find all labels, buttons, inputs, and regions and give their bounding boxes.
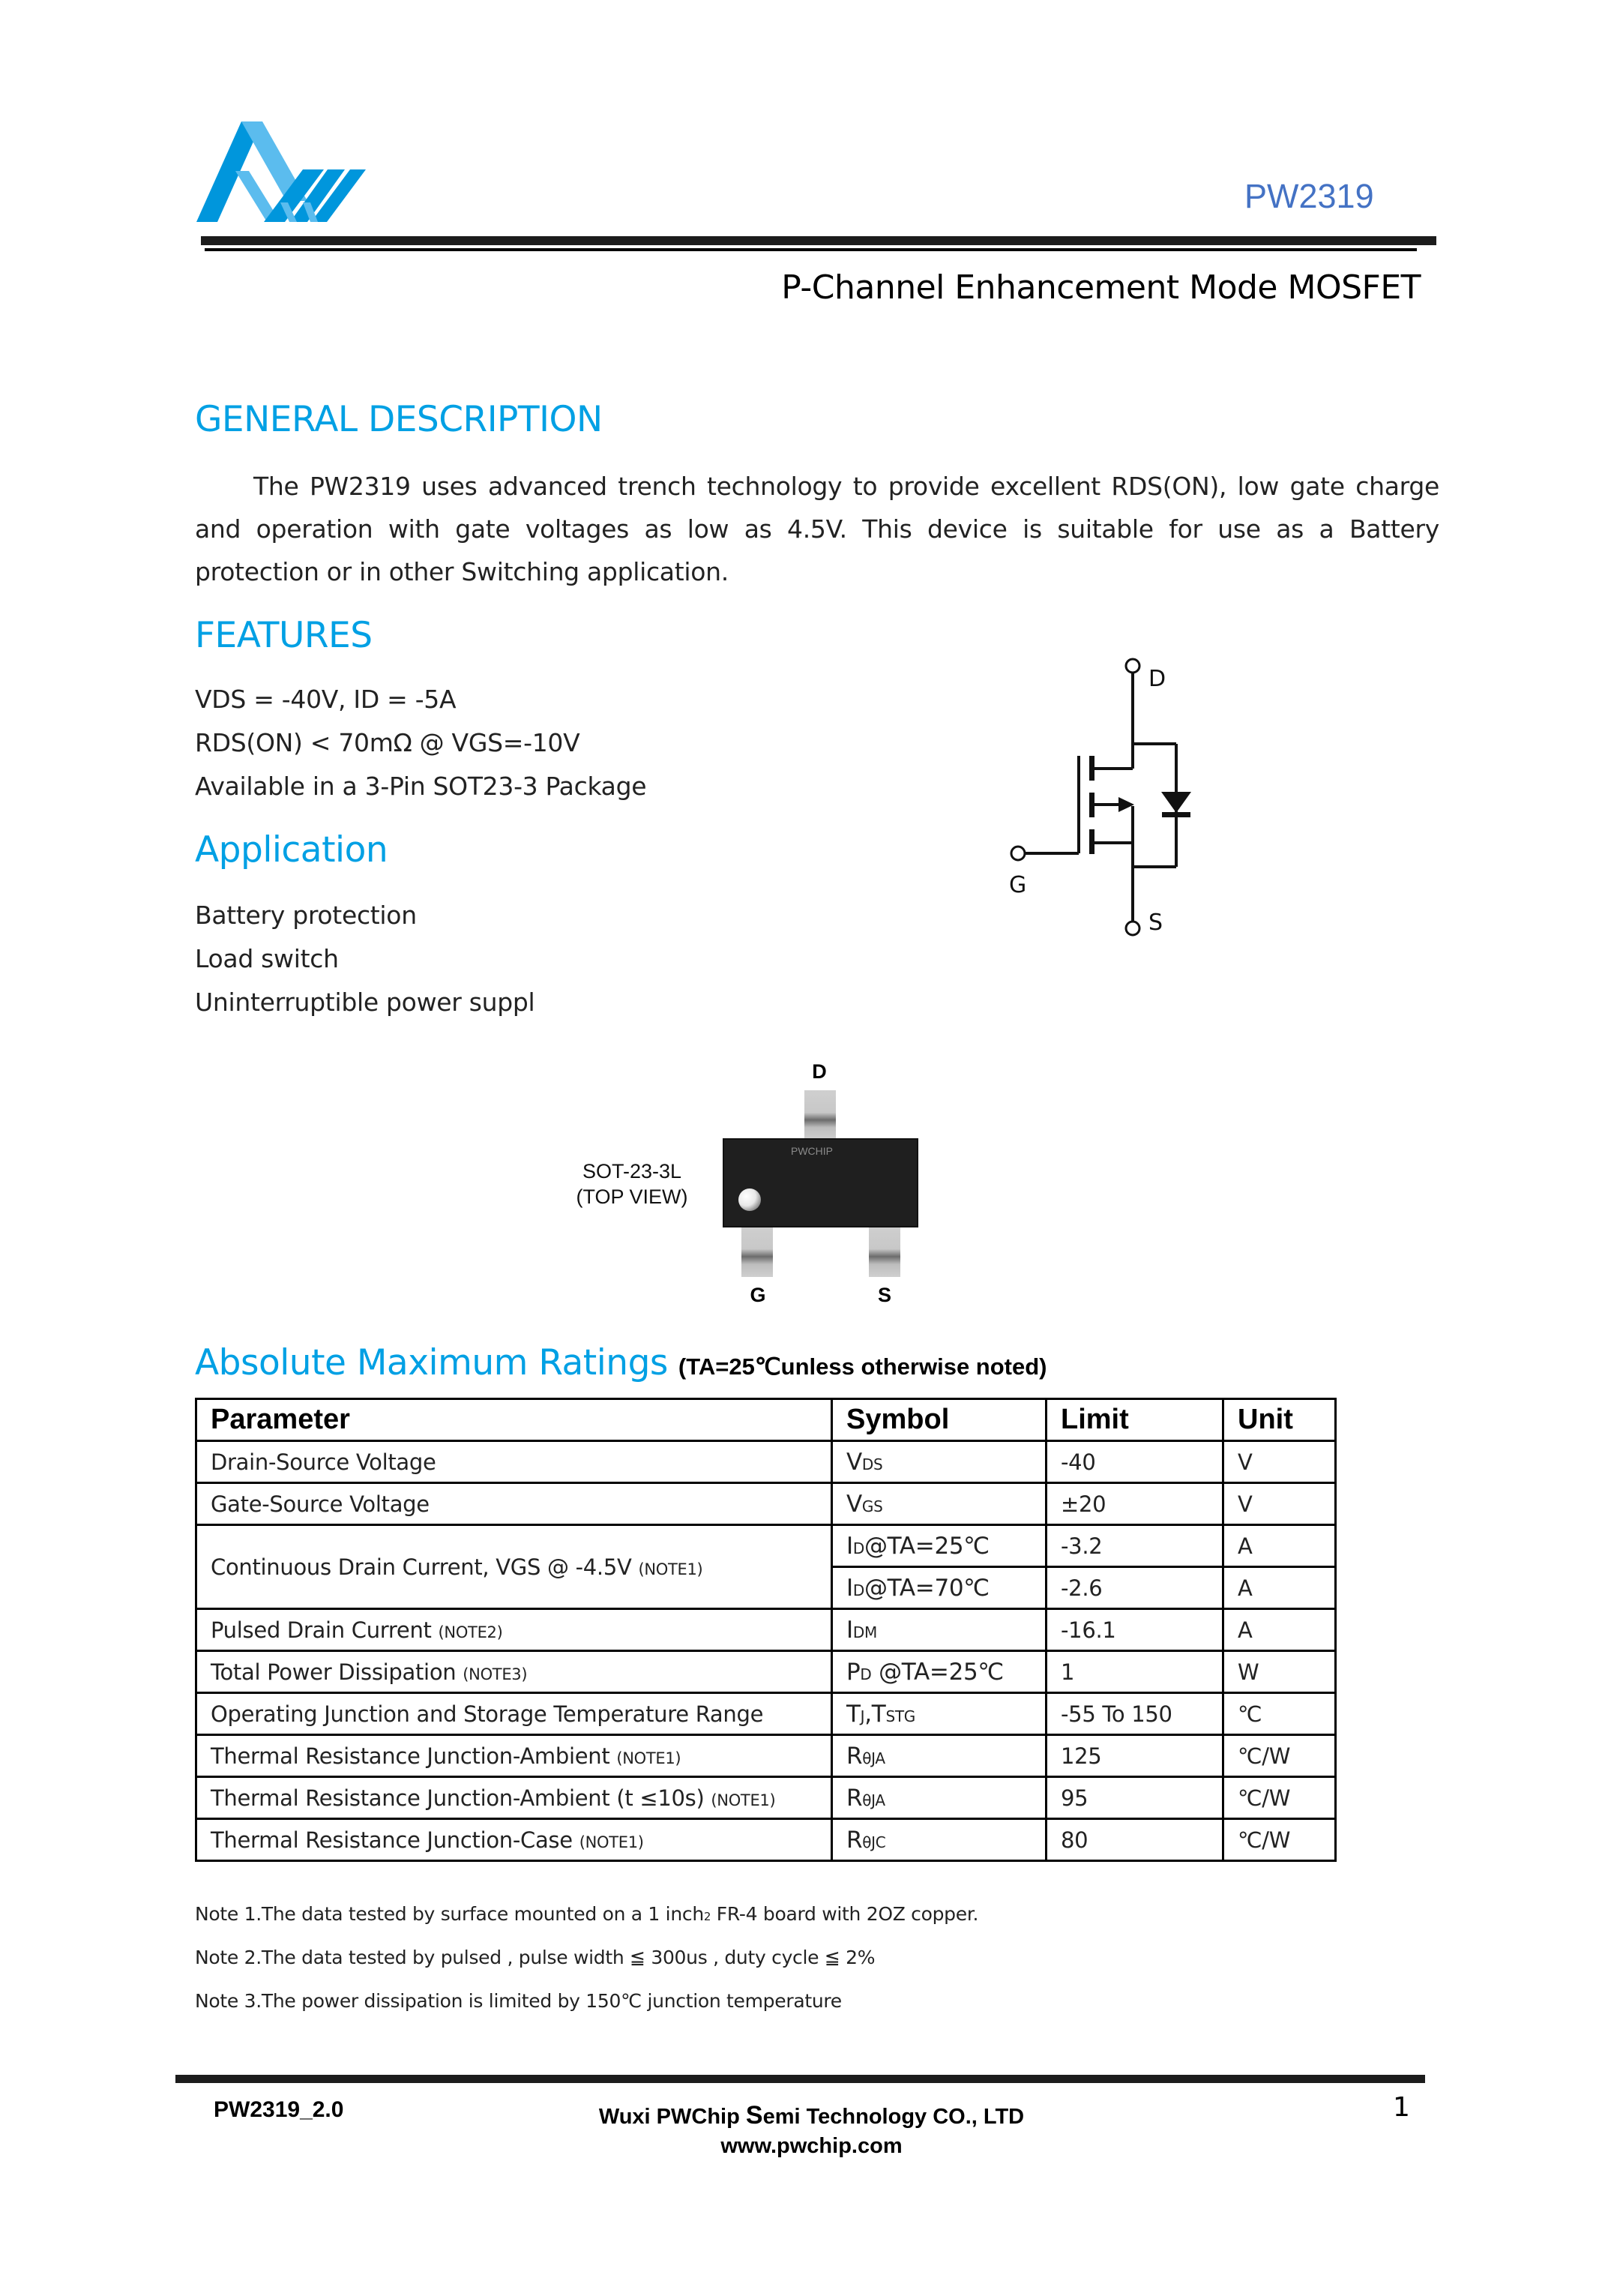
mosfet-schematic-symbol	[1005, 652, 1229, 952]
application-item: Uninterruptible power suppl	[195, 988, 535, 1017]
cell-unit: ℃	[1223, 1693, 1336, 1735]
column-header-limit: Limit	[1047, 1399, 1223, 1441]
ratings-table-body	[196, 1441, 1336, 1861]
cell-limit: -3.2	[1047, 1525, 1223, 1567]
pin1-indicator	[738, 1188, 761, 1211]
gate-pin	[741, 1226, 773, 1277]
cell-unit: A	[1223, 1525, 1336, 1567]
cell-unit: V	[1223, 1441, 1336, 1483]
cell-limit: 1	[1047, 1651, 1223, 1693]
cell-symbol: ID@TA=25℃	[832, 1525, 1047, 1567]
parameter-text: Drain-Source Voltage	[211, 1449, 436, 1475]
cell-symbol: RθJC	[832, 1819, 1047, 1861]
note-reference: (NOTE3)	[463, 1665, 528, 1683]
cell-unit: V	[1223, 1483, 1336, 1525]
cell-parameter	[196, 1525, 832, 1609]
table-row	[196, 1735, 1336, 1777]
drain-pin	[804, 1090, 836, 1140]
absolute-max-ratings-title: Absolute Maximum Ratings	[195, 1342, 668, 1383]
cell-symbol: TJ,TSTG	[832, 1693, 1047, 1735]
header-divider-thin	[205, 248, 1417, 251]
parameter-text: Total Power Dissipation	[211, 1659, 457, 1685]
application-heading: Application	[195, 829, 388, 871]
gate-label: G	[1009, 872, 1027, 898]
gate-terminal	[1011, 847, 1025, 860]
cell-unit: ℃/W	[1223, 1819, 1336, 1861]
table-row	[196, 1777, 1336, 1819]
table-row	[196, 1525, 1336, 1567]
cell-parameter	[196, 1693, 832, 1735]
cell-unit: W	[1223, 1651, 1336, 1693]
notes-section	[195, 1903, 978, 2034]
parameter-text: Thermal Resistance Junction-Ambient (t ≤10s)	[211, 1785, 705, 1811]
features-list	[195, 678, 646, 808]
parameter-text: Gate-Source Voltage	[211, 1491, 430, 1517]
cell-limit: ±20	[1047, 1483, 1223, 1525]
feature-item: Available in a 3-Pin SOT23-3 Package	[195, 772, 647, 801]
cell-unit: A	[1223, 1609, 1336, 1651]
cell-limit: -40	[1047, 1441, 1223, 1483]
absolute-max-ratings-heading	[195, 1342, 1047, 1383]
cell-symbol: ID@TA=70℃	[832, 1567, 1047, 1609]
table-header-row	[196, 1399, 1336, 1441]
cell-unit: ℃/W	[1223, 1777, 1336, 1819]
package-pin-s-label: S	[877, 1284, 892, 1306]
header-divider-thick	[201, 236, 1436, 245]
package-name: SOT-23-3L	[582, 1160, 682, 1182]
ratings-condition: (TA=25℃unless otherwise noted)	[678, 1353, 1047, 1380]
page-number: 1	[1393, 2092, 1410, 2123]
application-item: Load switch	[195, 944, 339, 973]
column-header-unit: Unit	[1223, 1399, 1336, 1441]
note-1: Note 1.The data tested by surface mounted on a 1 inch2 FR-4 board with 2OZ copper.	[195, 1903, 979, 1925]
cell-unit: ℃/W	[1223, 1735, 1336, 1777]
cell-symbol: IDM	[832, 1609, 1047, 1651]
parameter-text: Thermal Resistance Junction-Case	[211, 1827, 573, 1853]
table-row	[196, 1819, 1336, 1861]
package-pin-d-label: D	[812, 1060, 827, 1083]
cell-symbol: RθJA	[832, 1777, 1047, 1819]
table-row	[196, 1651, 1336, 1693]
cell-limit: -55 To 150	[1047, 1693, 1223, 1735]
cell-parameter	[196, 1819, 832, 1861]
package-view: (TOP VIEW)	[576, 1185, 688, 1208]
parameter-text: Operating Junction and Storage Temperature Range	[211, 1701, 764, 1727]
footer-divider	[175, 2075, 1425, 2083]
note-reference: (NOTE1)	[579, 1833, 644, 1851]
note-3: Note 3.The power dissipation is limited by 150℃ junction temperature	[195, 1990, 842, 2012]
drain-terminal	[1126, 659, 1139, 673]
cell-limit: 80	[1047, 1819, 1223, 1861]
parameter-text: Thermal Resistance Junction-Ambient	[211, 1743, 610, 1769]
feature-item: VDS = -40V, ID = -5A	[195, 685, 457, 714]
feature-item: RDS(ON) < 70mΩ @ VGS=-10V	[195, 728, 580, 757]
cell-parameter	[196, 1651, 832, 1693]
absolute-max-ratings-table	[195, 1398, 1337, 1862]
cell-limit: -16.1	[1047, 1609, 1223, 1651]
cell-symbol: VDS	[832, 1441, 1047, 1483]
note-reference: (NOTE1)	[711, 1791, 776, 1809]
features-heading: FEATURES	[195, 615, 373, 656]
column-header-parameter: Parameter	[196, 1399, 832, 1441]
sot23-package-diagram	[562, 1057, 952, 1327]
general-description-heading: GENERAL DESCRIPTION	[195, 399, 603, 440]
cell-parameter	[196, 1441, 832, 1483]
document-subtitle: P-Channel Enhancement Mode MOSFET	[781, 268, 1421, 307]
general-description-text: The PW2319 uses advanced trench technology to provide excellent RDS(ON), low gate charge and operation with gate voltages as low as 4.5V. This device is suitable for use as a Battery protection or in other Switching application.	[195, 472, 1439, 586]
application-list	[195, 894, 535, 1024]
cell-parameter	[196, 1483, 832, 1525]
column-header-symbol: Symbol	[832, 1399, 1047, 1441]
cell-limit: -2.6	[1047, 1567, 1223, 1609]
package-marking: PWCHIP	[791, 1145, 833, 1157]
cell-limit: 95	[1047, 1777, 1223, 1819]
source-pin	[869, 1226, 900, 1277]
cell-symbol: VGS	[832, 1483, 1047, 1525]
note-2: Note 2.The data tested by pulsed , pulse width ≦ 300us , duty cycle ≦ 2%	[195, 1947, 876, 1968]
table-row	[196, 1693, 1336, 1735]
cell-symbol: PD @TA=25℃	[832, 1651, 1047, 1693]
source-label: S	[1148, 910, 1163, 936]
package-pin-g-label: G	[750, 1284, 766, 1306]
table-row	[196, 1441, 1336, 1483]
cell-parameter	[196, 1777, 832, 1819]
footer-website-link[interactable]: www.pwchip.com	[720, 2134, 903, 2158]
note-reference: (NOTE2)	[438, 1623, 503, 1641]
parameter-text: Pulsed Drain Current	[211, 1617, 432, 1643]
part-number: PW2319	[1244, 177, 1374, 215]
note-reference: (NOTE1)	[638, 1560, 703, 1578]
footer-document-id: PW2319_2.0	[214, 2097, 344, 2122]
cell-unit: A	[1223, 1567, 1336, 1609]
cell-parameter	[196, 1735, 832, 1777]
drain-label: D	[1148, 666, 1166, 692]
parameter-text: Continuous Drain Current, VGS @ -4.5V	[211, 1554, 632, 1580]
application-item: Battery protection	[195, 901, 417, 930]
table-row	[196, 1483, 1336, 1525]
cell-symbol: RθJA	[832, 1735, 1047, 1777]
cell-parameter	[196, 1609, 832, 1651]
cell-limit: 125	[1047, 1735, 1223, 1777]
pwchip-logo	[196, 112, 376, 234]
body-diode	[1161, 792, 1191, 813]
table-row	[196, 1609, 1336, 1651]
note-reference: (NOTE1)	[616, 1749, 681, 1767]
footer-company-name: Wuxi PWChip Semi Technology CO., LTD	[598, 2101, 1025, 2130]
source-terminal	[1126, 922, 1139, 935]
